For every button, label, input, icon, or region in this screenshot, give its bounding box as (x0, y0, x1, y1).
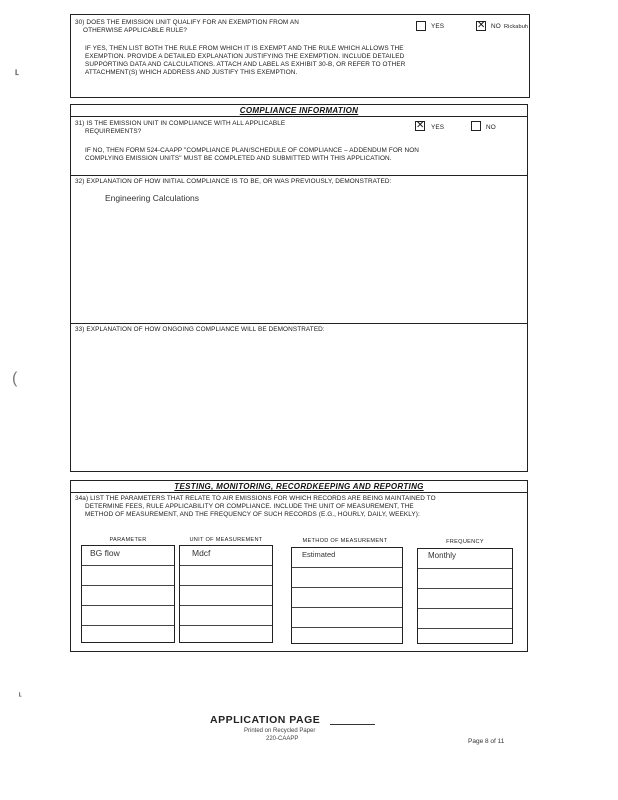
frequency-column (417, 548, 513, 644)
q32-box (71, 175, 527, 324)
compliance-title-bar (71, 105, 527, 117)
q31-line1: 31) IS THE EMISSION UNIT IN COMPLIANCE WITH ALL APPLICABLE (75, 120, 286, 127)
hole-punch-mark-top: ⸤ (14, 60, 21, 77)
row1-unit[interactable]: Mdcf (192, 548, 211, 558)
q30-instruction-line2: EXEMPTION. PROVIDE A DETAILED EXPLANATION JUSTIFYING THE EXEMPTION. INCLUDE DETAILED (85, 53, 405, 60)
q31-note-line1: IF NO, THEN FORM 524-CAAPP "COMPLIANCE PLAN/SCHEDULE OF COMPLIANCE – ADDENDUM FOR NON (85, 147, 420, 154)
q31-no-checkbox[interactable] (471, 121, 481, 131)
q33-box (71, 323, 527, 472)
q31-note-line2: COMPLYING EMISSION UNITS" MUST BE COMPLETED AND SUBMITTED WITH THIS APPLICATION. (85, 155, 392, 162)
footer-page-number: Page 8 of 11 (468, 738, 505, 745)
q33-label: 33) EXPLANATION OF HOW ONGOING COMPLIANCE WILL BE DEMONSTRATED: (75, 326, 325, 333)
q30-question-line1: 30) DOES THE EMISSION UNIT QUALIFY FOR AN EXEMPTION FROM AN (75, 19, 299, 26)
method-column (291, 547, 403, 644)
footer-sub2: 220-CAAPP (266, 736, 299, 742)
q30-end-label: Rickabuh (504, 24, 529, 30)
col-head-method: METHOD OF MEASUREMENT (302, 538, 388, 544)
q30-yes-checkbox[interactable] (416, 21, 426, 31)
q32-answer[interactable]: Engineering Calculations (105, 193, 200, 203)
compliance-section (70, 104, 528, 472)
hole-punch-mark-middle: ( (12, 370, 18, 387)
testing-section (70, 480, 528, 652)
compliance-title: COMPLIANCE INFORMATION (239, 106, 359, 115)
q34-line3: METHOD OF MEASUREMENT, AND THE FREQUENCY OF SUCH RECORDS (E.G., HOURLY, DAILY, WEEKLY): (85, 511, 420, 518)
q32-label: 32) EXPLANATION OF HOW INITIAL COMPLIANCE IS TO BE, OR WAS PREVIOUSLY, DEMONSTRATED: (75, 178, 392, 185)
hole-punch-mark-bottom: ⸤ (18, 684, 23, 698)
q30-instruction-line4: ATTACHMENT(S) WHICH ADDRESS AND JUSTIFY THIS EXEMPTION. (85, 69, 298, 76)
footer-title-blank (330, 724, 375, 725)
exemption-section (70, 14, 530, 98)
q30-yes-label: YES (431, 23, 445, 30)
row1-method[interactable]: Estimated (302, 550, 336, 559)
col-head-parameter: PARAMETER (109, 537, 147, 543)
q34-line1: 34a) LIST THE PARAMETERS THAT RELATE TO AIR EMISSIONS FOR WHICH RECORDS ARE BEING MAINTAINED TO (75, 495, 436, 502)
q31-line2: REQUIREMENTS? (85, 128, 142, 135)
parameter-column (81, 545, 175, 643)
row1-frequency[interactable]: Monthly (428, 551, 457, 560)
col-head-unit: UNIT OF MEASUREMENT (189, 537, 263, 543)
q30-instruction-line3: SUPPORTING DATA AND CALCULATIONS. ATTACH AND LABEL AS EXHIBIT 30-B, OR REFER TO OTHER (85, 61, 406, 68)
testing-title: TESTING, MONITORING, RECORDKEEPING AND REPORTING (174, 482, 424, 491)
footer-sub1: Printed on Recycled Paper (244, 728, 316, 734)
col-head-frequency: FREQUENCY (446, 539, 484, 545)
row1-parameter[interactable]: BG flow (90, 548, 120, 558)
q34-line2: DETERMINE FEES, RULE APPLICABILITY OR COMPLIANCE. INCLUDE THE UNIT OF MEASUREMENT, THE (85, 503, 414, 510)
q31-no-label: NO (486, 124, 496, 131)
q31-yes-checkbox[interactable] (415, 121, 425, 131)
q30-instruction-line1: IF YES, THEN LIST BOTH THE RULE FROM WHICH IT IS EXEMPT AND THE RULE WHICH ALLOWS THE (85, 45, 404, 52)
unit-column (179, 545, 273, 643)
q30-no-label: NO (491, 23, 501, 30)
footer-title: APPLICATION PAGE (210, 714, 321, 726)
q31-yes-label: YES (431, 124, 445, 131)
testing-title-bar (71, 481, 527, 493)
q30-no-checkbox[interactable] (476, 21, 486, 31)
q30-question-line2: OTHERWISE APPLICABLE RULE? (83, 27, 188, 34)
